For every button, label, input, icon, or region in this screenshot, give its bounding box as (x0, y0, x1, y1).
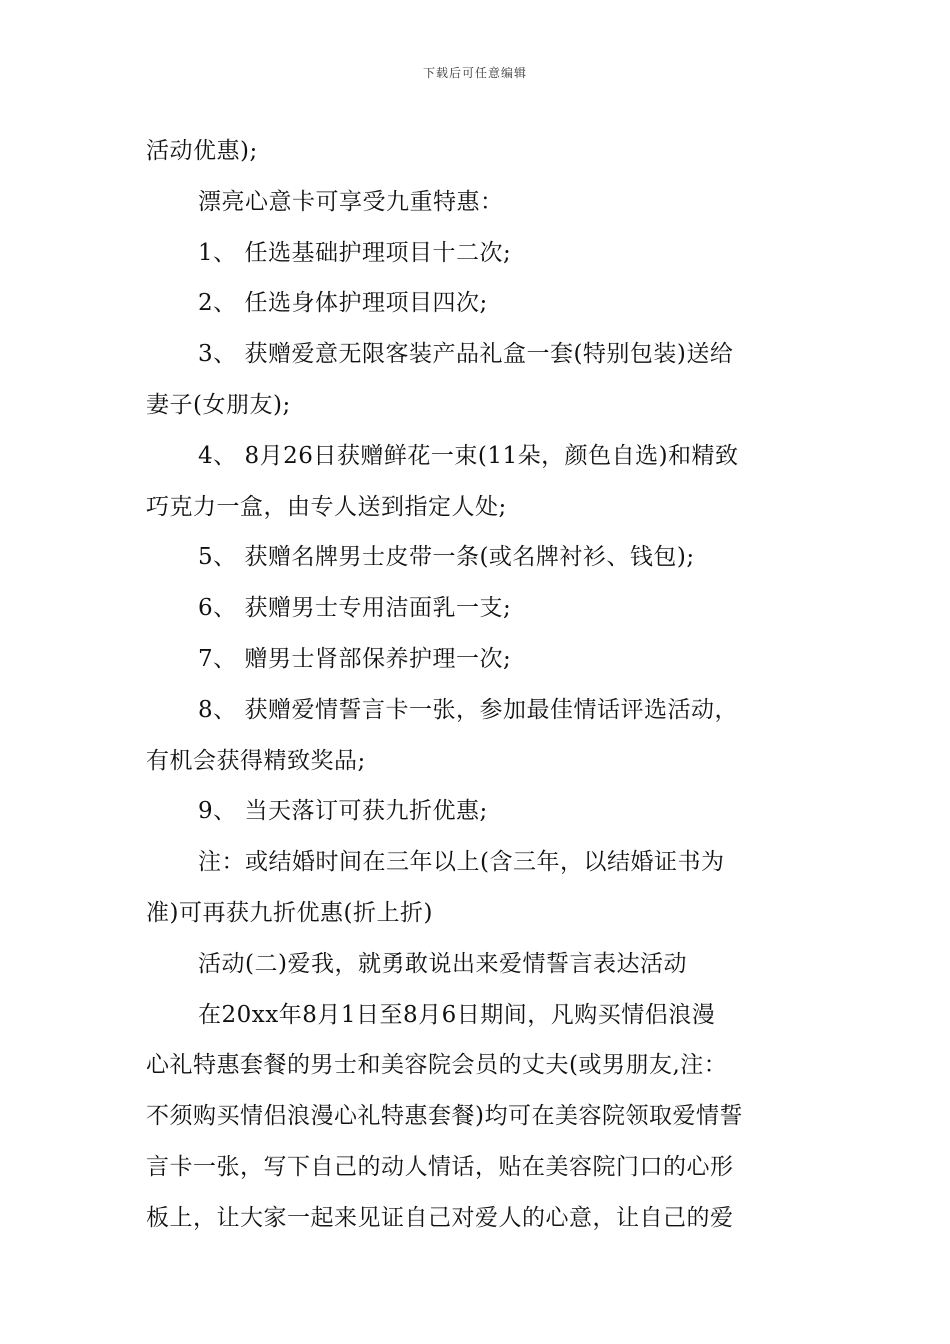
text-line: 有机会获得精致奖品; (146, 747, 366, 774)
text-line: 板上，让大家一起来见证自己对爱人的心意，让自己的爱 (146, 1204, 734, 1231)
text-line: 9、 当天落订可获九折优惠; (198, 798, 488, 825)
text-line: 4、 8月26日获赠鲜花一束(11朵，颜色自选)和精致 (198, 442, 739, 469)
text-line: 心礼特惠套餐的男士和美容院会员的丈夫(或男朋友,注： (146, 1052, 728, 1079)
text-line: 3、 获赠爱意无限客装产品礼盒一套(特别包装)送给 (198, 341, 734, 368)
document-body (146, 126, 816, 1244)
text-line: 言卡一张，写下自己的动人情话，贴在美容院门口的心形 (146, 1153, 734, 1180)
text-line: 2、 任选身体护理项目四次; (198, 290, 488, 317)
text-line: 准)可再获九折优惠(折上折) (146, 899, 433, 926)
text-line: 1、 任选基础护理项目十二次; (198, 239, 512, 266)
text-line: 活动优惠); (146, 138, 258, 164)
header-note: 下载后可任意编辑 (422, 66, 527, 80)
text-line: 注：或结婚时间在三年以上(含三年，以结婚证书为 (198, 849, 725, 876)
text-line: 7、 赠男士肾部保养护理一次; (198, 645, 512, 672)
text-line: 5、 获赠名牌男士皮带一条(或名牌衬衫、钱包); (198, 544, 695, 571)
text-line: 不须购买情侣浪漫心礼特惠套餐)均可在美容院领取爱情誓 (146, 1103, 743, 1130)
text-line: 巧克力一盒，由专人送到指定人处; (146, 493, 507, 520)
text-line: 在20xx年8月1日至8月6日期间，凡购买情侣浪漫 (198, 1001, 716, 1028)
text-line: 8、 获赠爱情誓言卡一张，参加最佳情话评选活动， (198, 696, 738, 723)
text-line: 漂亮心意卡可享受九重特惠： (198, 188, 504, 215)
text-line: 6、 获赠男士专用洁面乳一支; (198, 595, 512, 622)
text-line: 活动(二)爱我，就勇敢说出来爱情誓言表达活动 (198, 950, 687, 977)
text-line: 妻子(女朋友); (146, 391, 291, 418)
